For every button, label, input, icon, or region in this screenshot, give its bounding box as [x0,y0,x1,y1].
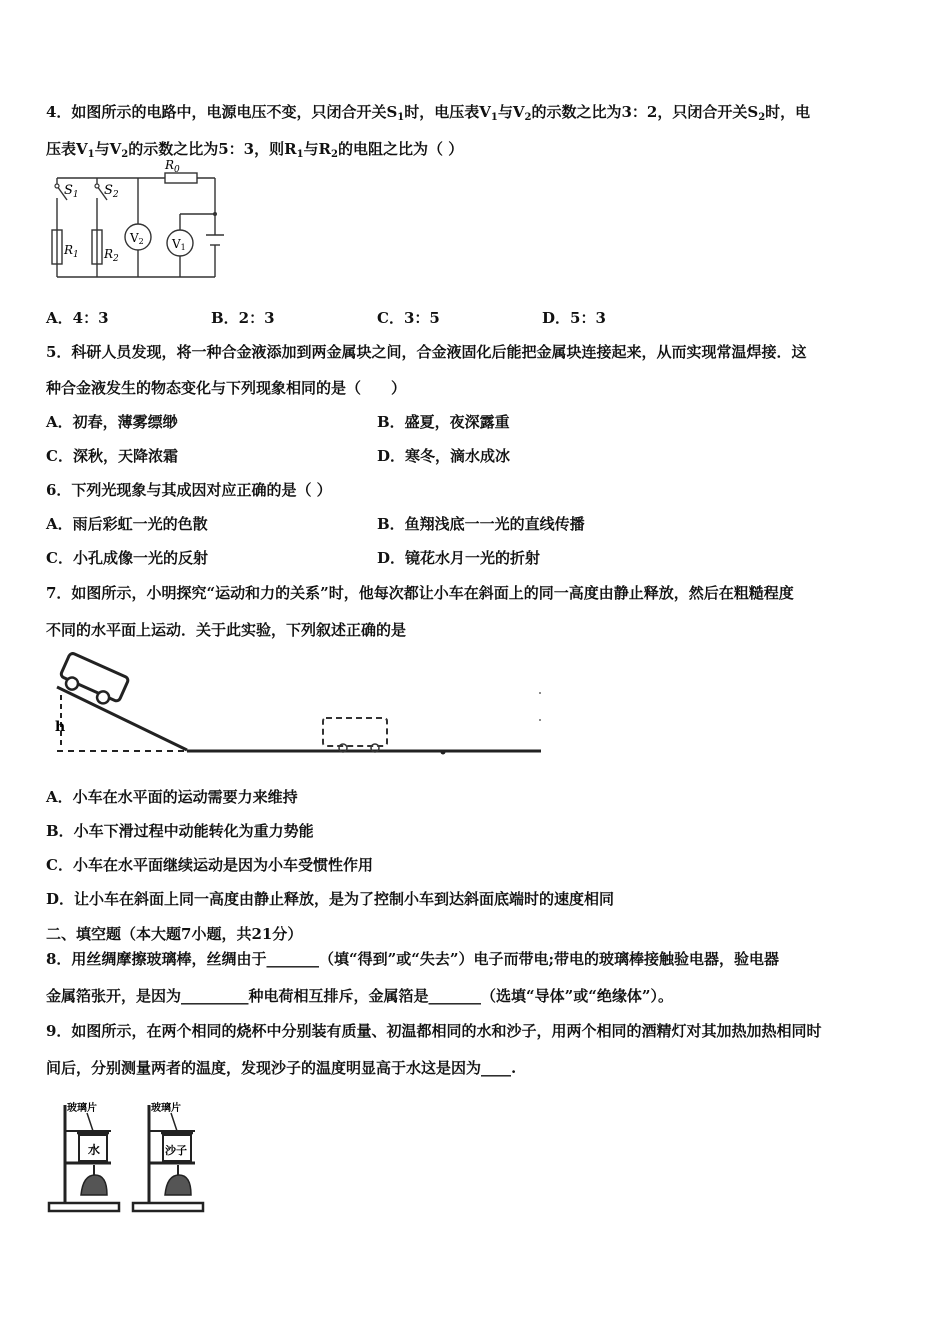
q7-option-c: C．小车在水平面继续运动是因为小车受惯性作用 [46,856,373,874]
q6-stem: 6．下列光现象与其成因对应正确的是（ ） [46,481,332,499]
q6-option-b: B．鱼翔浅底一一光的直线传播 [377,515,585,533]
switch-dot [55,184,59,188]
label-glass-right: 玻璃片 [151,1103,181,1114]
sub: 1 [490,112,498,123]
q7-option-b: B．小车下滑过程中动能转化为重力势能 [46,822,314,840]
q5-option-a: A．初春，薄雾缥缈 [46,413,178,431]
setup-water [49,1101,119,1211]
label-v2: V2 [130,231,144,246]
incline-cart-figure [45,655,545,760]
label-r0: $R_0$ [165,158,180,175]
q4-text: 时，电压表V [404,103,491,121]
q6-option-a: A．雨后彩虹一光的色散 [46,515,208,533]
sub: 2 [121,149,129,160]
switch-dot [95,184,99,188]
q4-text: 与R [303,140,331,158]
q4-text: 的示数之比为5：3，则R [128,140,297,158]
q7-option-d: D．让小车在斜面上同一高度由静止释放，是为了控制小车到达斜面底端时的速度相同 [46,890,615,908]
label-glass-left: 玻璃片 [67,1103,97,1114]
sub: 1 [87,149,95,160]
label-h: h [55,719,66,735]
track-mark [441,750,446,755]
setup-sand [133,1101,203,1211]
dot [539,719,541,721]
sub: 1 [296,149,304,160]
q4-text: 压表V [46,140,88,158]
q4-text: 的电阻之比为（ ） [337,140,464,158]
heating-experiment-figure [45,1095,210,1217]
q9-stem-line2: 间后，分别测量两者的温度，发现沙子的温度明显高于水这是因为____. [46,1059,517,1077]
label-r2: $R_2$ [104,247,119,264]
q8-stem-line2: 金属箔张开，是因为_________种电荷相互排斥，金属箔是_______（选填“导体”或“绝缘体”）。 [46,987,674,1005]
label-r1: $R_1$ [64,243,79,260]
label-s1: $S_1$ [64,183,79,200]
label-s2: $S_2$ [104,183,119,200]
q4-text: 与V [497,103,525,121]
label-sand: 沙子 [165,1144,187,1157]
dot [539,692,541,694]
sub: 2 [331,149,338,160]
q7-stem-line2: 不同的水平面上运动．关于此实验，下列叙述正确的是 [46,621,407,639]
cart-on-incline [57,652,129,709]
q4-option-b: B．2：3 [211,309,275,327]
q5-option-d: D．寒冬，滴水成冰 [377,447,511,465]
q6-option-c: C．小孔成像一光的反射 [46,549,208,567]
q4-stem-line1 [46,102,810,122]
q5-option-b: B．盛夏，夜深露重 [377,413,510,431]
q4-option-d: D．5：3 [542,309,606,327]
sub: 2 [758,112,766,123]
sub: 2 [524,112,532,123]
cart-on-track [323,718,387,752]
q8-stem-line1: 8．用丝绸摩擦玻璃棒，丝绸由于_______（填“得到”或“失去”）电子而带电;带电的玻璃棒接触验电器，验电器 [46,950,779,968]
label-v1: V1 [172,237,186,252]
section-2-title: 二、填空题（本大题7小题，共21分） [46,925,303,943]
q5-stem-line2: 种合金液发生的物态变化与下列现象相同的是（ ） [46,379,407,397]
q4-text: 的示数之比为3：2，只闭合开关S [531,103,759,121]
q9-stem-line1: 9．如图所示，在两个相同的烧杯中分别装有质量、初温都相同的水和沙子，用两个相同的酒精灯对其加热加热相同时 [46,1022,822,1040]
q6-option-d: D．镜花水月一光的折射 [377,549,541,567]
q5-stem-line1: 5．科研人员发现，将一种合金液添加到两金属块之间，合金液固化后能把金属块连接起来，从而实现常温焊接．这 [46,343,807,361]
q4-text: 与V [94,140,122,158]
label-water: 水 [88,1143,101,1157]
q7-stem-line1: 7．如图所示，小明探究“运动和力的关系”时，他每次都让小车在斜面上的同一高度由静止释放，然后在粗糙程度 [46,584,794,602]
q4-option-c: C．3：5 [377,309,440,327]
q4-option-a: A．4：3 [46,309,109,327]
junction-dot [213,212,217,216]
q5-option-c: C．深秋，天降浓霜 [46,447,178,465]
q4-text: 4．如图所示的电路中，电源电压不变，只闭合开关S [46,103,398,121]
q4-stem-line2 [46,139,463,159]
circuit-diagram [45,158,225,282]
sub: 1 [397,112,405,123]
q4-text: 时，电 [765,103,811,121]
q7-option-a: A．小车在水平面的运动需要力来维持 [46,788,298,806]
